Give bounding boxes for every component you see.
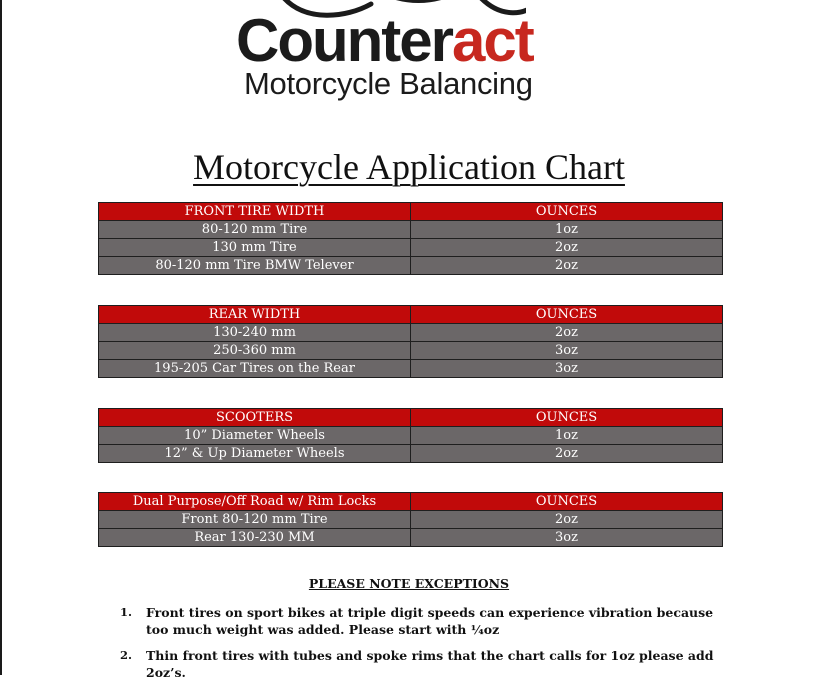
tire-size-cell: 130 mm Tire xyxy=(99,239,411,257)
table-header-row xyxy=(99,203,723,221)
list-item-text: Front tires on sport bikes at triple digit speeds can experience vibration because too much weight was added. Please start with ¼oz xyxy=(146,605,714,637)
notes-heading: PLEASE NOTE EXCEPTIONS xyxy=(308,576,510,591)
exceptions-list xyxy=(120,604,720,690)
table-row xyxy=(99,324,723,342)
dual-purpose-table xyxy=(98,492,723,547)
column-header-ounces: OUNCES xyxy=(411,409,723,427)
tire-size-cell: 195-205 Car Tires on the Rear xyxy=(99,360,411,378)
column-header-tire: SCOOTERS xyxy=(99,409,411,427)
logo-tagline: Motorcycle Balancing xyxy=(244,66,533,101)
logo-word-counter: Counter xyxy=(236,7,452,74)
table-row xyxy=(99,257,723,275)
column-header-tire: Dual Purpose/Off Road w/ Rim Locks xyxy=(99,493,411,511)
list-item-number: 1. xyxy=(120,605,133,619)
column-header-ounces: OUNCES xyxy=(411,306,723,324)
table-row xyxy=(99,427,723,445)
table-row xyxy=(99,511,723,529)
ounces-cell: 1oz xyxy=(411,427,723,445)
column-header-ounces: OUNCES xyxy=(411,493,723,511)
tire-size-cell: 80-120 mm Tire xyxy=(99,221,411,239)
tire-size-cell: 130-240 mm xyxy=(99,324,411,342)
scooters-table xyxy=(98,408,723,463)
counteract-logo xyxy=(236,0,586,104)
table-row xyxy=(99,445,723,463)
ounces-cell: 2oz xyxy=(411,239,723,257)
ounces-cell: 2oz xyxy=(411,511,723,529)
tire-size-cell: Rear 130-230 MM xyxy=(99,529,411,547)
page-left-border xyxy=(0,0,2,675)
list-item-number: 2. xyxy=(120,648,133,662)
list-item xyxy=(120,647,720,681)
ounces-cell: 2oz xyxy=(411,257,723,275)
rear-width-table xyxy=(98,305,723,378)
column-header-tire: REAR WIDTH xyxy=(99,306,411,324)
logo-word-act: act xyxy=(451,7,533,74)
front-tire-table xyxy=(98,202,723,275)
column-header-tire: FRONT TIRE WIDTH xyxy=(99,203,411,221)
list-item-text: Thin front tires with tubes and spoke rims that the chart calls for 1oz please add 2oz’s. xyxy=(146,648,714,680)
tire-size-cell: 250-360 mm xyxy=(99,342,411,360)
tire-size-cell: Front 80-120 mm Tire xyxy=(99,511,411,529)
list-item xyxy=(120,604,720,638)
table-row xyxy=(99,529,723,547)
ounces-cell: 2oz xyxy=(411,445,723,463)
table-header-row xyxy=(99,493,723,511)
ounces-cell: 2oz xyxy=(411,324,723,342)
table-header-row xyxy=(99,409,723,427)
table-row xyxy=(99,239,723,257)
ounces-cell: 1oz xyxy=(411,221,723,239)
tire-size-cell: 10” Diameter Wheels xyxy=(99,427,411,445)
table-header-row xyxy=(99,306,723,324)
table-row xyxy=(99,342,723,360)
page-title: Motorcycle Application Chart xyxy=(193,147,625,187)
table-row xyxy=(99,221,723,239)
tire-size-cell: 80-120 mm Tire BMW Telever xyxy=(99,257,411,275)
table-row xyxy=(99,360,723,378)
ounces-cell: 3oz xyxy=(411,342,723,360)
column-header-ounces: OUNCES xyxy=(411,203,723,221)
tire-size-cell: 12” & Up Diameter Wheels xyxy=(99,445,411,463)
ounces-cell: 3oz xyxy=(411,360,723,378)
ounces-cell: 3oz xyxy=(411,529,723,547)
